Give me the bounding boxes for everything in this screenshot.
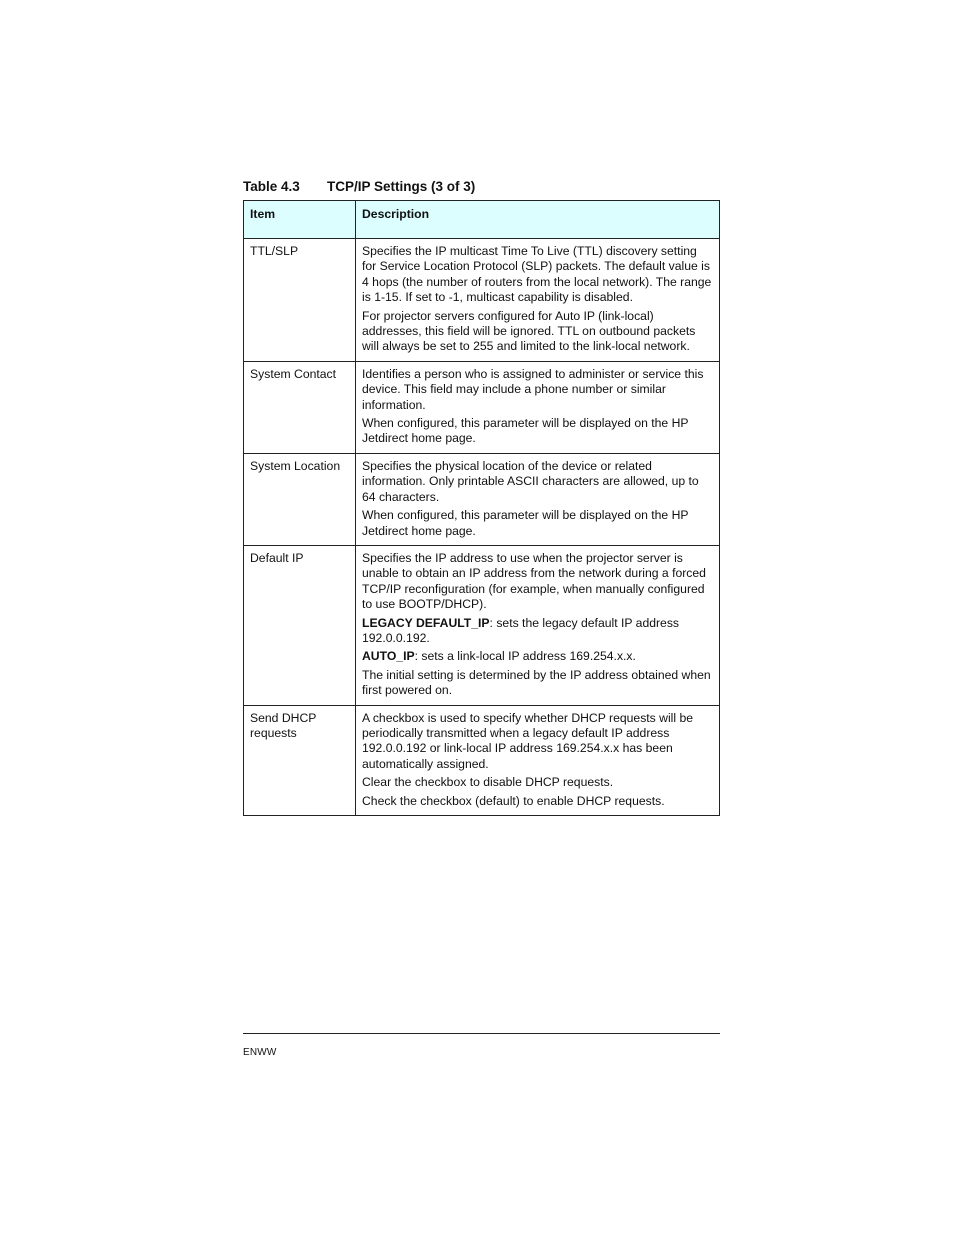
paragraph-text: The initial setting is determined by the IP address obtained when first powered on. <box>362 667 711 698</box>
table-row <box>244 545 720 705</box>
table-caption <box>243 179 475 194</box>
paragraph-text: Specifies the IP address to use when the projector server is unable to obtain an IP address from the network during a forced TCP/IP reconfiguration (for example, when manually configured to use BOOTP/DHCP). <box>362 550 706 612</box>
description-paragraph <box>362 794 713 809</box>
description-paragraph <box>362 244 713 306</box>
row-item: System Location <box>244 453 356 545</box>
row-description <box>356 705 720 815</box>
paragraph-text: Specifies the physical location of the device or related information. Only printable ASCII characters are allowed, up to 64 characters. <box>362 458 699 504</box>
option-keyword: AUTO_IP <box>362 649 415 664</box>
table-title: TCP/IP Settings (3 of 3) <box>327 179 476 194</box>
description-paragraph <box>362 649 713 664</box>
row-item: System Contact <box>244 361 356 453</box>
header-row <box>244 201 720 239</box>
table-row <box>244 239 720 362</box>
description-paragraph <box>362 367 713 413</box>
table-row <box>244 705 720 815</box>
row-description <box>356 361 720 453</box>
description-paragraph <box>362 668 713 699</box>
row-item: Send DHCP requests <box>244 705 356 815</box>
row-item: TTL/SLP <box>244 239 356 362</box>
paragraph-text: When configured, this parameter will be displayed on the HP Jetdirect home page. <box>362 416 689 446</box>
paragraph-text: For projector servers configured for Auto IP (link-local) addresses, this field will be ignored. TTL on outbound packets will always be set to 255 and limited to the link-local network. <box>362 308 696 354</box>
description-paragraph <box>362 309 713 355</box>
paragraph-text: : sets the legacy default IP address 192.0.0.192. <box>362 615 680 645</box>
footer-label: ENWW <box>243 1047 277 1058</box>
paragraph-text: Check the checkbox (default) to enable DHCP requests. <box>362 793 665 808</box>
description-paragraph <box>362 711 713 773</box>
description-paragraph <box>362 551 713 613</box>
header-description: Description <box>356 201 720 239</box>
option-keyword: LEGACY DEFAULT_IP <box>362 615 490 630</box>
row-item: Default IP <box>244 545 356 705</box>
description-paragraph <box>362 775 713 790</box>
description-paragraph <box>362 508 713 539</box>
table-number: Table 4.3 <box>243 179 300 194</box>
row-description <box>356 239 720 362</box>
tcpip-settings-table <box>243 200 720 816</box>
paragraph-text: Specifies the IP multicast Time To Live (TTL) discovery setting for Service Location Protocol (SLP) packets. The default value is 4 hops (the number of routers from the local network). The range is 1-15. If set to -1, multicast capability is disabled. <box>362 244 712 305</box>
description-paragraph <box>362 459 713 505</box>
description-paragraph <box>362 616 713 647</box>
paragraph-text: A checkbox is used to specify whether DHCP requests will be periodically transmitted when a legacy default IP address 192.0.0.192 or link-local IP address 169.254.x.x has been automatically assigned. <box>362 710 694 771</box>
paragraph-text: : sets a link-local IP address 169.254.x.x. <box>414 649 636 664</box>
header-item: Item <box>244 201 356 239</box>
row-description <box>356 545 720 705</box>
table-row <box>244 361 720 453</box>
paragraph-text: Identifies a person who is assigned to administer or service this device. This field may include a phone number or similar information. <box>362 366 704 412</box>
row-description <box>356 453 720 545</box>
description-paragraph <box>362 416 713 447</box>
paragraph-text: When configured, this parameter will be displayed on the HP Jetdirect home page. <box>362 508 689 538</box>
table-row <box>244 453 720 545</box>
paragraph-text: Clear the checkbox to disable DHCP requests. <box>362 775 614 790</box>
footer-divider <box>243 1033 720 1034</box>
